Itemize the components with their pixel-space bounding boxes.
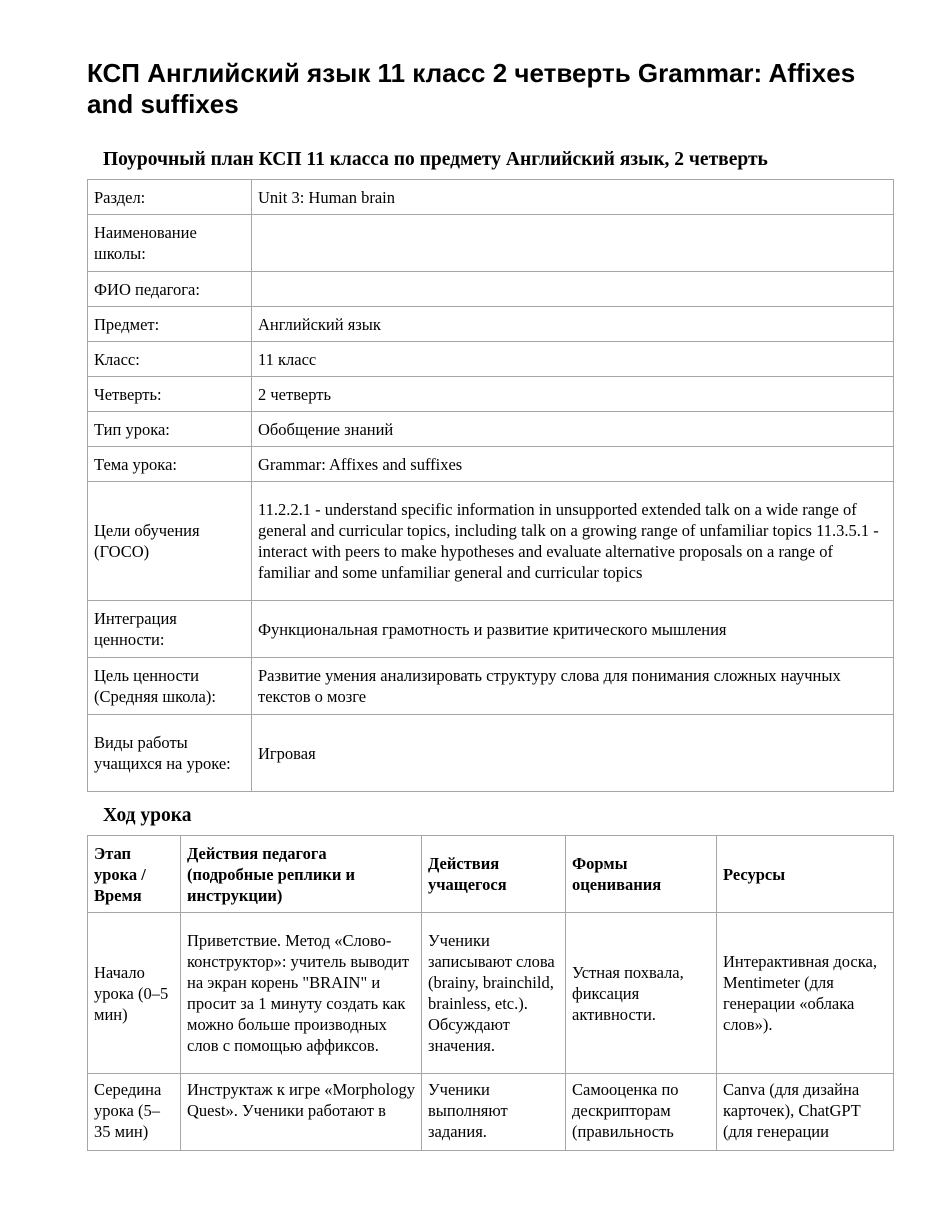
plan-row-lesson-type: [88, 412, 894, 447]
plan-label: Виды работы учащихся на уроке:: [88, 715, 252, 792]
plan-value: 11.2.2.1 - understand specific information in unsupported extended talk on a wide range of general and curricular topics, including talk on a growing range of unfamiliar topics 11.3.5.1 - interact with peers to make hypotheses and evaluate alternative proposals on a range of familiar and some unfamiliar general and curricular topics: [252, 482, 894, 601]
plan-label: Цель ценности (Средняя школа):: [88, 658, 252, 715]
document-title: КСП Английский язык 11 класс 2 четверть Grammar: Affixes and suffixes: [87, 58, 856, 119]
progress-row-middle: [88, 1074, 894, 1151]
plan-label: ФИО педагога:: [88, 272, 252, 307]
column-header-teacher-actions: Действия педагога (подробные реплики и инструкции): [181, 836, 422, 913]
plan-value: Функциональная грамотность и развитие критического мышления: [252, 601, 894, 658]
plan-label: Четверть:: [88, 377, 252, 412]
assessment-cell: Устная похвала, фиксация активности.: [566, 913, 717, 1074]
plan-row-lesson-topic: [88, 447, 894, 482]
plan-label: Тип урока:: [88, 412, 252, 447]
teacher-actions-text: Инструктаж к игре «Morphology Quest». Ученики работают в: [187, 1080, 415, 1120]
student-actions-cell: [422, 1074, 566, 1151]
lesson-progress-table: [87, 835, 894, 1151]
plan-label: Цели обучения (ГОСО): [88, 482, 252, 601]
progress-header-row: [88, 836, 894, 913]
plan-value: [252, 272, 894, 307]
resources-cell: [717, 1074, 894, 1151]
plan-label: Интеграция ценности:: [88, 601, 252, 658]
plan-value: 2 четверть: [252, 377, 894, 412]
plan-row-school: [88, 215, 894, 272]
plan-label: Раздел:: [88, 180, 252, 215]
lesson-plan-heading: Поурочный план КСП 11 класса по предмету Английский язык, 2 четверть: [103, 149, 768, 170]
assessment-text: Самооценка по дескрипторам (правильность: [572, 1080, 679, 1141]
stage-text: Середина урока (5–35 мин): [94, 1080, 162, 1141]
stage-cell: [88, 1074, 181, 1151]
column-header-student-actions: Действия учащегося: [422, 836, 566, 913]
plan-value: Игровая: [252, 715, 894, 792]
plan-label: Предмет:: [88, 307, 252, 342]
plan-value: [252, 215, 894, 272]
progress-row-start: [88, 913, 894, 1074]
plan-row-value-integration: [88, 601, 894, 658]
resources-text: Canva (для дизайна карточек), ChatGPT (для генерации: [723, 1080, 861, 1141]
column-header-assessment: Формы оценивания: [566, 836, 717, 913]
lesson-progress-heading: Ход урока: [103, 805, 192, 826]
plan-row-learning-objectives: [88, 482, 894, 601]
column-header-stage: Этап урока / Время: [88, 836, 181, 913]
resources-cell: Интерактивная доска, Mentimeter (для генерации «облака слов»).: [717, 913, 894, 1074]
plan-value: Английский язык: [252, 307, 894, 342]
lesson-plan-table: [87, 179, 894, 792]
plan-value: Unit 3: Human brain: [252, 180, 894, 215]
plan-row-value-goal: [88, 658, 894, 715]
student-actions-cell: Ученики записывают слова (brainy, brainchild, brainless, etc.). Обсуждают значения.: [422, 913, 566, 1074]
plan-row-subject: [88, 307, 894, 342]
plan-value: Обобщение знаний: [252, 412, 894, 447]
plan-label: Тема урока:: [88, 447, 252, 482]
teacher-actions-cell: [181, 1074, 422, 1151]
plan-value: Развитие умения анализировать структуру слова для понимания сложных научных текстов о мозге: [252, 658, 894, 715]
stage-cell: Начало урока (0–5 мин): [88, 913, 181, 1074]
plan-row-section: [88, 180, 894, 215]
plan-value: 11 класс: [252, 342, 894, 377]
plan-row-quarter: [88, 377, 894, 412]
plan-row-teacher: [88, 272, 894, 307]
plan-row-grade: [88, 342, 894, 377]
student-actions-text: Ученики выполняют задания.: [428, 1080, 508, 1141]
column-header-resources: Ресурсы: [717, 836, 894, 913]
plan-label: Класс:: [88, 342, 252, 377]
plan-label: Наименование школы:: [88, 215, 252, 272]
plan-value: Grammar: Affixes and suffixes: [252, 447, 894, 482]
assessment-cell: [566, 1074, 717, 1151]
teacher-actions-cell: Приветствие. Метод «Слово-конструктор»: учитель выводит на экран корень "BRAIN" и просит за 1 минуту создать как можно больше производных слов с помощью аффиксов.: [181, 913, 422, 1074]
plan-row-work-types: [88, 715, 894, 792]
